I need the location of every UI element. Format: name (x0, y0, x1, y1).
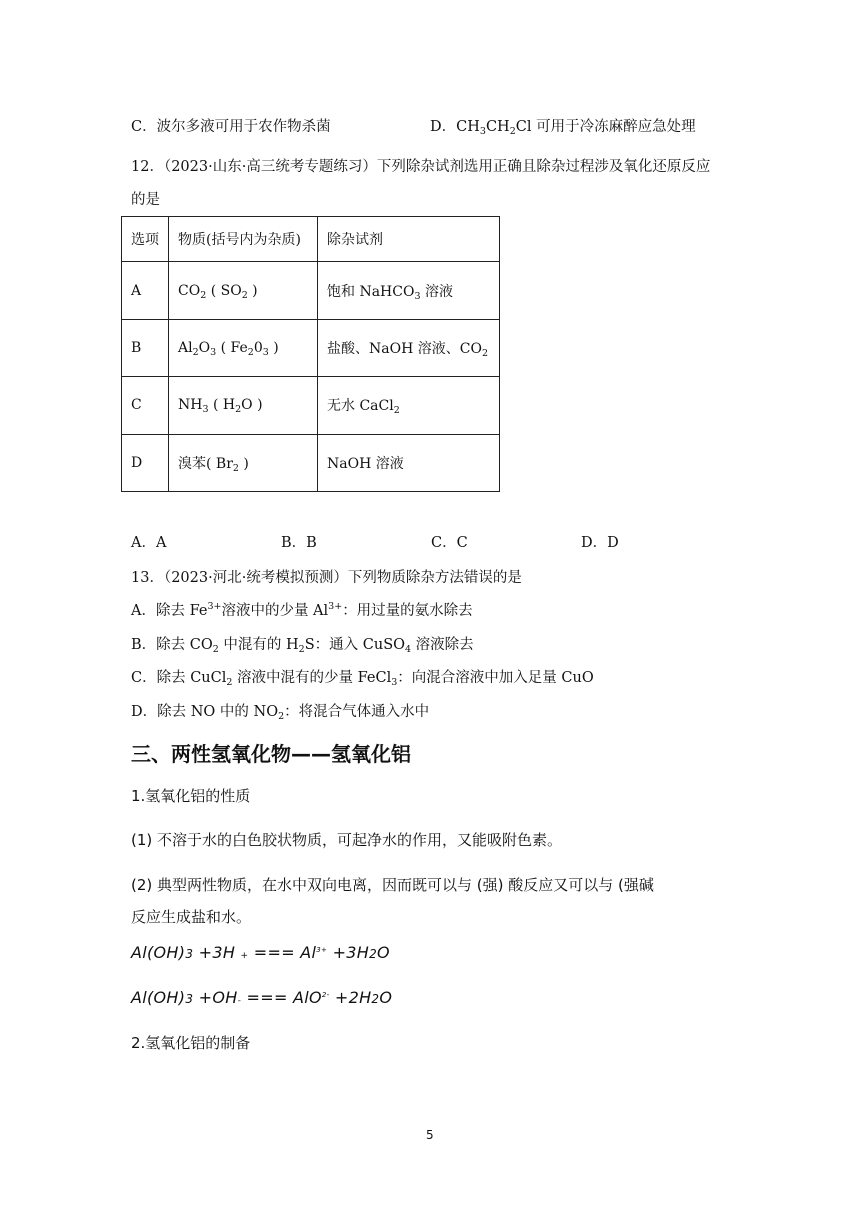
subsection-1-title: 1.氢氧化铝的性质 (131, 787, 251, 805)
q13-option-a: A．除去 $Fe^{3+}$溶液中的少量 $Al^{3+}$：用过量的氨水除去 (131, 601, 473, 619)
header-substance: 物质(括号内为杂质) (169, 217, 318, 262)
equation-2: Al(OH)3 +OH- === AlO$^{2-}$ +2H2O (131, 988, 393, 1007)
row-d-option: D (122, 434, 169, 491)
row-a-reagent: 饱和 NaHCO$_3$ 溶液 (318, 262, 500, 319)
subsection-2-title: 2.氢氧化铝的制备 (131, 1034, 251, 1052)
paragraph-2-line2: 反应生成盐和水。 (131, 908, 252, 926)
q11-option-d-prefix: D． (430, 119, 457, 135)
table-header-row (122, 217, 500, 262)
row-b-reagent: 盐酸、NaOH 溶液、$CO_2$ (318, 319, 500, 376)
q13-stem: 13．（2023·河北·统考模拟预测）下列物质除杂方法错误的是 (131, 570, 522, 586)
page-number: 5 (426, 1128, 434, 1142)
row-a-option: A (122, 262, 169, 319)
q12-choice-c: C．C (431, 535, 468, 551)
q12-table (121, 216, 500, 492)
q13-option-c: C．除去 CuCl$_2$ 溶液中混有的少量 FeCl$_3$：向混合溶液中加入足量 CuO (131, 670, 594, 688)
table-row (122, 434, 500, 491)
q11-option-d (430, 117, 696, 137)
q12-choice-d: D．D (581, 535, 619, 551)
header-reagent: 除杂试剂 (318, 217, 500, 262)
table-row (122, 319, 500, 376)
paragraph-1: (1) 不溶于水的白色胶状物质，可起净水的作用，又能吸附色素。 (131, 831, 563, 849)
q12-choice-a: A．A (131, 535, 167, 551)
section-heading: 三、两性氢氧化物——氢氧化铝 (131, 742, 411, 766)
row-c-option: C (122, 377, 169, 434)
header-option: 选项 (122, 217, 169, 262)
row-d-substance: 溴苯( $Br_2$ ) (169, 434, 318, 491)
paragraph-2-line1: (2) 典型两性物质，在水中双向电离，因而既可以与 (强) 酸反应又可以与 (强碱 (131, 876, 654, 894)
table-row (122, 377, 500, 434)
row-b-substance: $Al_2O_3$ ( $Fe_20_3$ ) (169, 319, 318, 376)
row-c-substance: $NH_3$ ( $H_2O$ ) (169, 377, 318, 434)
q13-option-b: B．除去 $CO_2$ 中混有的 $H_2S$：通入 CuSO$_4$ 溶液除去 (131, 637, 474, 655)
q11-option-c: C．波尔多液可用于农作物杀菌 (131, 119, 331, 135)
q12-stem-line1: 12．（2023·山东·高三统考专题练习）下列除杂试剂选用正确且除杂过程涉及氧化还原反应 (131, 159, 711, 175)
equation-1: Al(OH)3 +3H + === $Al^{3+} +3H2O$ (131, 943, 390, 962)
q12-stem-line2: 的是 (131, 192, 160, 208)
row-a-substance: $CO_2$ ( $SO_2$ ) (169, 262, 318, 319)
row-c-reagent: 无水 CaCl$_2$ (318, 377, 500, 434)
q11-option-d-suffix: 可用于冷冻麻醉应急处理 (536, 119, 696, 135)
row-b-option: B (122, 319, 169, 376)
table-row (122, 262, 500, 319)
row-d-reagent: NaOH 溶液 (318, 434, 500, 491)
q11-option-d-formula: $CH_3CH_2Cl$ (456, 119, 537, 137)
q13-option-d: D．除去 NO 中的 $NO_2$：将混合气体通入水中 (131, 704, 430, 722)
q12-choice-b: B．B (281, 535, 317, 551)
